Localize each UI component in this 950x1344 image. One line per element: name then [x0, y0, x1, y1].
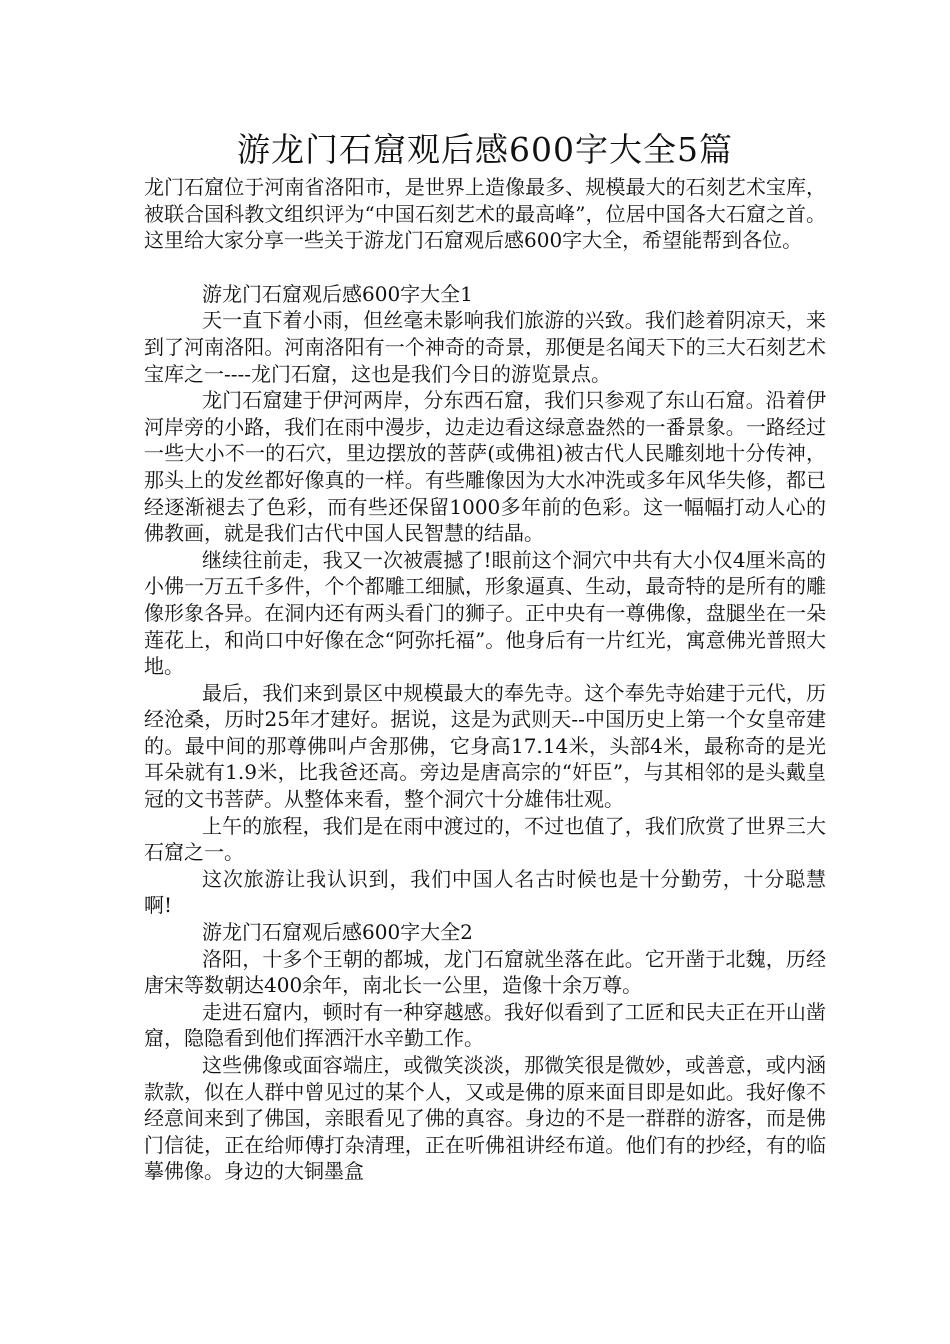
document-page — [144, 128, 826, 1185]
body-paragraph: 龙门石窟建于伊河两岸，分东西石窟，我们只参观了东山石窟。沿着伊河岸旁的小路，我们在雨中漫步，边走边看这绿意盎然的一番景象。一路经过一些大小不一的石穴，里边摆放的菩萨(或佛祖)被古代人民雕刻地十分传神，那头上的发丝都好像真的一样。有些雕像因为大水冲洗或多年风华失修，都已经逐渐褪去了色彩，而有些还保留1000多年前的色彩。这一幅幅打动人心的佛教画，就是我们古代中国人民智慧的结晶。 — [144, 388, 826, 546]
section-heading: 游龙门石窟观后感600字大全1 — [202, 281, 473, 306]
section-heading: 游龙门石窟观后感600字大全2 — [202, 920, 473, 945]
section-2 — [144, 919, 826, 1185]
body-paragraph: 这次旅游让我认识到，我们中国人名古时候也是十分勤劳，十分聪慧啊! — [144, 866, 826, 918]
body-paragraph: 继续往前走，我又一次被震撼了!眼前这个洞穴中共有大小仅4厘米高的小佛一万五千多件，个个都雕工细腻，形象逼真、生动，最奇特的是所有的雕像形象各异。在洞内还有两头看门的狮子。正中央有一尊佛像，盘腿坐在一朵莲花上，和尚口中好像在念“阿弥托福”。他身后有一片红光，寓意佛光普照大地。 — [144, 547, 826, 679]
section-1 — [144, 281, 826, 919]
intro-paragraph: 龙门石窟位于河南省洛阳市，是世界上造像最多、规模最大的石刻艺术宝库，被联合国科教文组织评为“中国石刻艺术的最高峰”，位居中国各大石窟之首。这里给大家分享一些关于游龙门石窟观后感600字大全，希望能帮到各位。 — [144, 175, 826, 253]
body-paragraph: 这些佛像或面容端庄，或微笑淡淡，那微笑很是微妙，或善意，或内涵款款，似在人群中曾见过的某个人，又或是佛的原来面目即是如此。我好像不经意间来到了佛国，亲眼看见了佛的真容。身边的不是一群群的游客，而是佛门信徒，正在给师傅打杂清理，正在听佛祖讲经布道。他们有的抄经，有的临摹佛像。身边的大铜墨盒 — [144, 1053, 826, 1184]
document-title: 游龙门石窟观后感600字大全5篇 — [237, 130, 733, 169]
body-paragraph: 最后，我们来到景区中规模最大的奉先寺。这个奉先寺始建于元代，历经沧桑，历时25年才建好。据说，这是为武则天--中国历史上第一个女皇帝建的。最中间的那尊佛叫卢舍那佛，它身高17.14米，头部4米，最称奇的是光耳朵就有1.9米，比我爸还高。旁边是唐高宗的“奸臣”，与其相邻的是头戴皇冠的文书菩萨。从整体来看，整个洞穴十分雄伟壮观。 — [144, 680, 826, 812]
body-paragraph: 洛阳，十多个王朝的都城，龙门石窟就坐落在此。它开凿于北魏，历经唐宋等数朝达400余年，南北长一公里，造像十余万尊。 — [144, 946, 826, 998]
section-spacer — [144, 254, 826, 281]
body-paragraph: 天一直下着小雨，但丝毫未影响我们旅游的兴致。我们趁着阴凉天，来到了河南洛阳。河南洛阳有一个神奇的奇景，那便是名闻天下的三大石刻艺术宝库之一----龙门石窟，这也是我们今日的游览景点。 — [144, 308, 826, 386]
body-paragraph: 上午的旅程，我们是在雨中渡过的，不过也值了，我们欣赏了世界三大石窟之一。 — [144, 813, 826, 865]
body-paragraph: 走进石窟内，顿时有一种穿越感。我好似看到了工匠和民夫正在开山凿窟，隐隐看到他们挥洒汗水辛勤工作。 — [144, 999, 826, 1051]
